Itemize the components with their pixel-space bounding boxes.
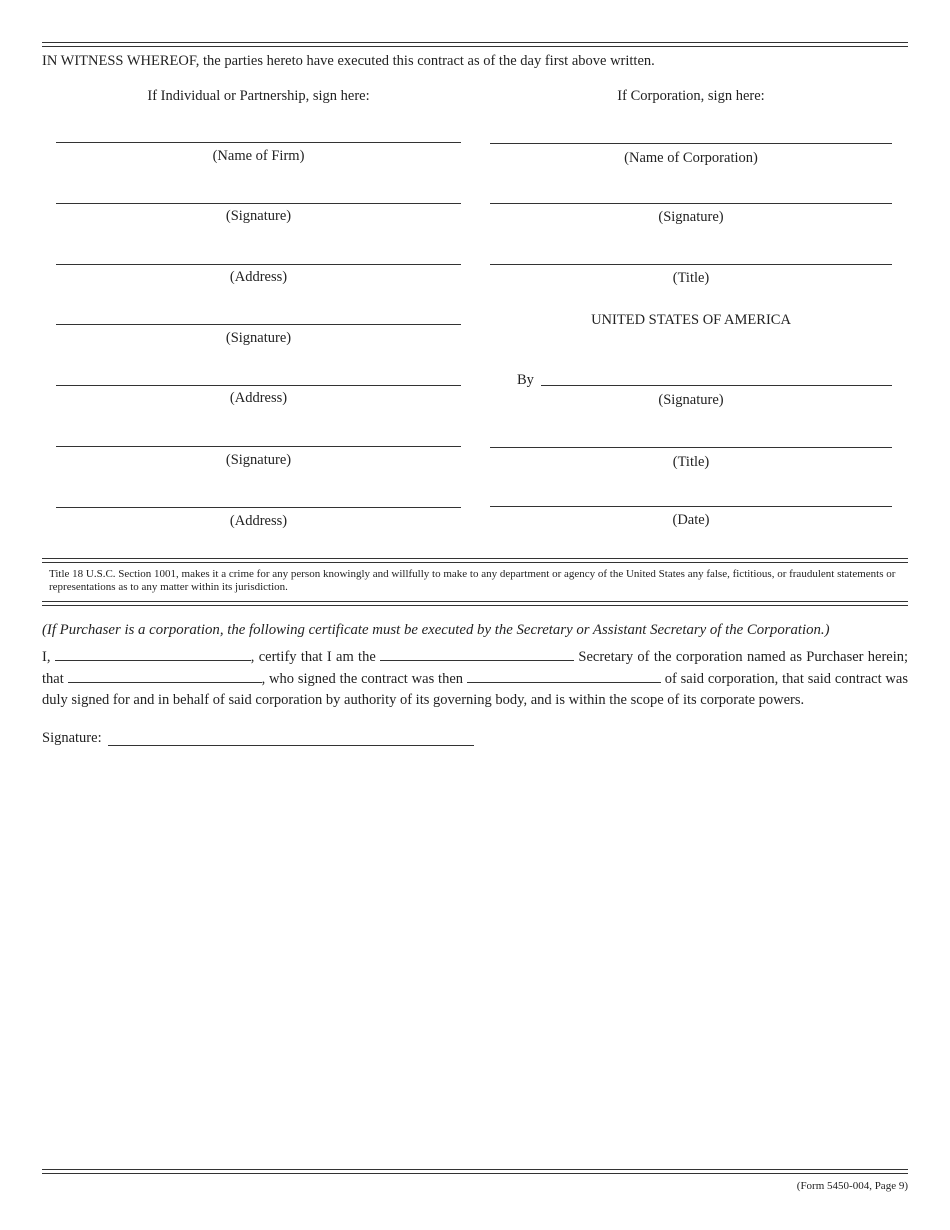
certificate-instruction: (If Purchaser is a corporation, the following certificate must be executed by the Secretary or Assistant Secretary of the Corporation.) [42, 622, 830, 638]
top-rule [42, 42, 908, 47]
signature-label-1: (Signature) [225, 208, 292, 224]
certificate-text-2: , certify that I am the [250, 649, 376, 665]
usa-title-line[interactable] [490, 447, 892, 448]
notice-bottom-rule [42, 601, 908, 606]
witness-statement: IN WITNESS WHEREOF, the parties hereto have executed this contract as of the day first above written. [42, 53, 655, 69]
certificate-signature-label: Signature: [42, 730, 102, 746]
form-page-footer: (Form 5450-004, Page 9) [796, 1180, 908, 1192]
footer-rule [42, 1169, 908, 1174]
signature-line-1[interactable] [56, 203, 461, 204]
usa-date-line[interactable] [490, 506, 892, 507]
corporate-title-label: (Title) [672, 270, 710, 286]
certificate-paragraph [42, 646, 908, 711]
certificate-signature-line[interactable] [108, 745, 474, 746]
usa-date-label: (Date) [672, 512, 710, 528]
signer-title-field[interactable] [467, 668, 661, 683]
address-label-2: (Address) [229, 390, 288, 406]
signature-line-3[interactable] [56, 446, 461, 447]
left-heading: If Individual or Partnership, sign here: [147, 88, 370, 104]
notice-top-rule [42, 558, 908, 563]
certificate-text-3: Secretary of the corporation named as Purchaser herein; that [42, 649, 909, 687]
certificate-text-5: of said corporation, that said contract was duly signed for and in behalf of said corporation by authority of its governing body, and is within the scope of its corporate powers. [42, 671, 908, 708]
address-label-1: (Address) [229, 269, 288, 285]
firm-name-label: (Name of Firm) [212, 148, 305, 164]
address-line-2[interactable] [56, 385, 461, 386]
certificate-text-4: , who signed the contract was then [261, 671, 464, 687]
certifier-name-field[interactable] [55, 646, 251, 661]
usa-title-label: (Title) [672, 454, 710, 470]
corporation-name-line[interactable] [490, 143, 892, 144]
usa-signature-line[interactable] [541, 385, 892, 386]
usa-heading: UNITED STATES OF AMERICA [591, 312, 791, 328]
certificate-text-1: I, [42, 649, 51, 665]
address-line-1[interactable] [56, 264, 461, 265]
by-label: By [517, 372, 534, 388]
signer-name-field[interactable] [68, 668, 262, 683]
usa-signature-label: (Signature) [658, 392, 724, 408]
firm-name-line[interactable] [56, 142, 461, 143]
address-line-3[interactable] [56, 507, 461, 508]
secretary-type-field[interactable] [380, 646, 574, 661]
signature-label-3: (Signature) [225, 452, 292, 468]
corporation-name-label: (Name of Corporation) [624, 150, 758, 166]
address-label-3: (Address) [229, 513, 288, 529]
corporate-signature-line[interactable] [490, 203, 892, 204]
corporate-title-line[interactable] [490, 264, 892, 265]
corporate-signature-label: (Signature) [658, 209, 724, 225]
legal-notice: Title 18 U.S.C. Section 1001, makes it a crime for any person knowingly and willfully to make to any department or agency of the United States any false, fictitious, or fraudulent statements or representations as to any matter within its jurisdiction. [49, 568, 896, 593]
signature-line-2[interactable] [56, 324, 461, 325]
signature-label-2: (Signature) [225, 330, 292, 346]
right-heading: If Corporation, sign here: [617, 88, 765, 104]
